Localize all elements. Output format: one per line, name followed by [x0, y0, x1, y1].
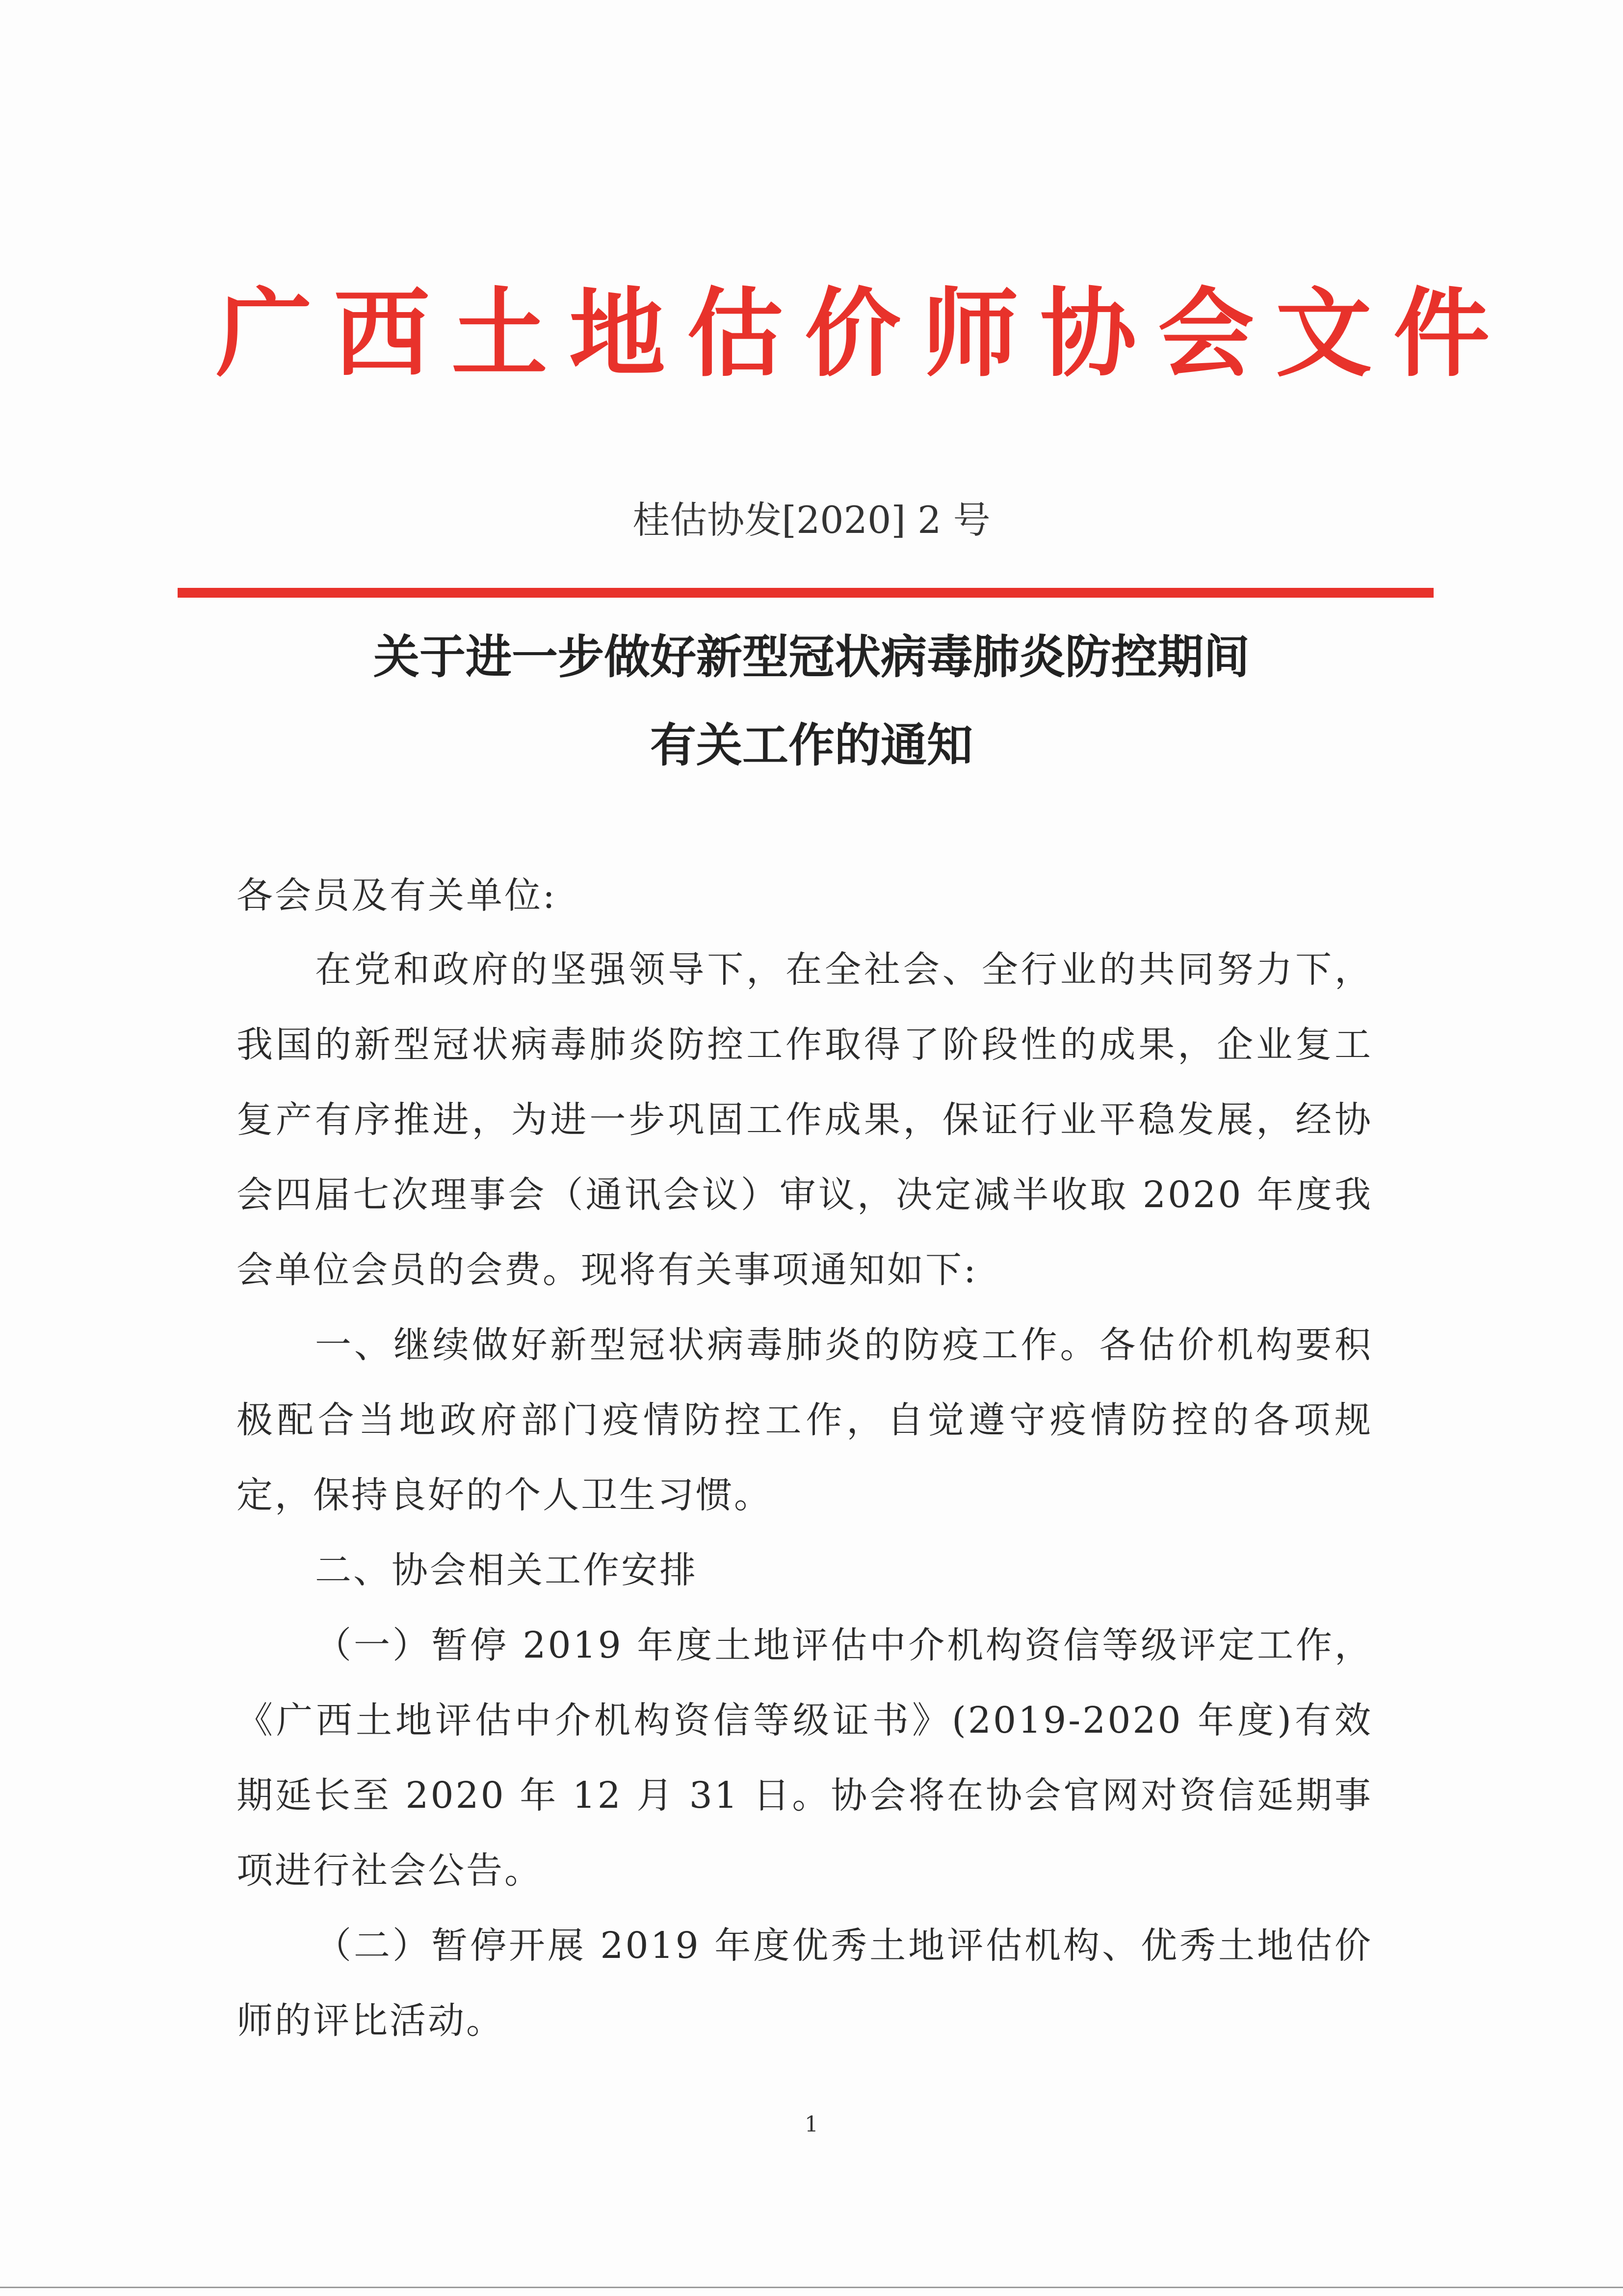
paragraph-item-2-heading: 二、协会相关工作安排 [315, 1549, 698, 1591]
red-divider-line [178, 588, 1434, 598]
document-number: 桂估协发[2020] 2 号 [632, 498, 991, 542]
paragraph-intro: 在党和政府的坚强领导下，在全社会、全行业的共同努力下，我国的新型冠状病毒肺炎防控工作取得了阶段性的成果，企业复工复产有序推进，为进一步巩固工作成果，保证行业平稳发展，经协会四届七次理事会（通讯会议）审议，决定减半收取 2020 年度我会单位会员的会费。现将有关事项通知如下: [236, 949, 1373, 1291]
masthead-title: 广西土地估价师协会文件 [216, 277, 1512, 390]
paragraph-item-1: 一、继续做好新型冠状病毒肺炎的防疫工作。各估价机构要积极配合当地政府部门疫情防控工作，自觉遵守疫情防控的各项规定，保持良好的个人卫生习惯。 [236, 1324, 1373, 1516]
page-number: 1 [805, 2112, 818, 2137]
paragraph-item-2-2: （二）暂停开展 2019 年度优秀土地评估机构、优秀土地估价师的评比活动。 [236, 1925, 1373, 2042]
scan-edge-line [0, 2287, 1623, 2288]
body-text [236, 932, 1373, 2058]
paragraph-item-2-1: （一）暂停 2019 年度土地评估中介机构资信等级评定工作，《广西土地评估中介机构资信等级证书》(2019-2020 年度)有效期延长至 2020 年 12 月 31 日。协会将在协会官网对资信延期事项进行社会公告。 [236, 1624, 1373, 1892]
notice-title-line-1: 关于进一步做好新型冠状病毒肺炎防控期间 [373, 631, 1250, 684]
notice-title-line-2: 有关工作的通知 [650, 719, 973, 772]
salutation: 各会员及有关单位: [236, 874, 557, 917]
